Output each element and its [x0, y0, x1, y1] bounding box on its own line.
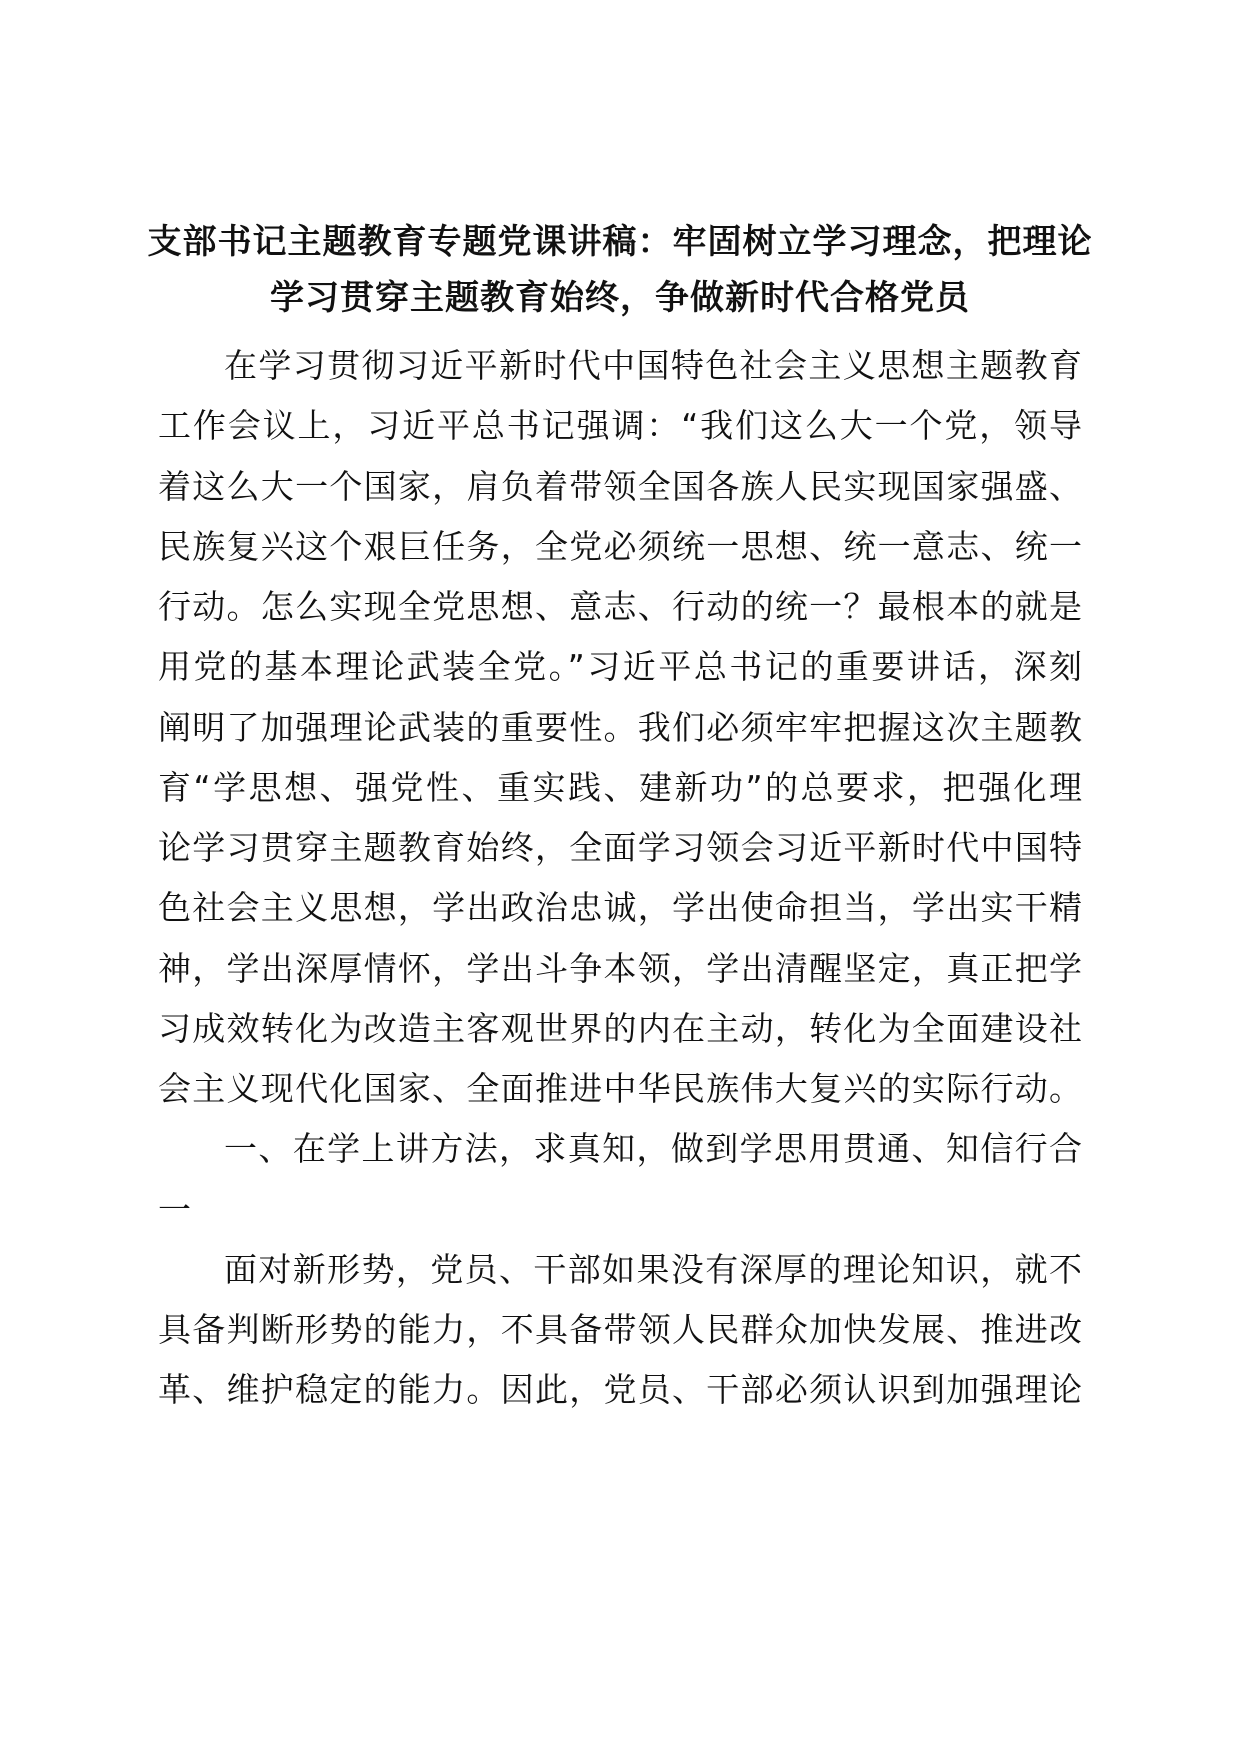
paragraph-1-line-11: 神，学出深厚情怀，学出斗争本领，学出清醒坚定，真正把学 [158, 949, 1082, 988]
section-heading-1-line-2: 一 [158, 1190, 191, 1229]
document-title-line-2: 学习贯穿主题教育始终，争做新时代合格党员 [270, 278, 970, 318]
paragraph-2-line-3: 革、维护稳定的能力。因此，党员、干部必须认识到加强理论 [158, 1370, 1082, 1409]
paragraph-1-line-1: 在学习贯彻习近平新时代中国特色社会主义思想主题教育 [224, 346, 1082, 385]
paragraph-1-line-12: 习成效转化为改造主客观世界的内在主动，转化为全面建设社 [158, 1009, 1082, 1048]
paragraph-1-line-10: 色社会主义思想，学出政治忠诚，学出使命担当，学出实干精 [158, 888, 1082, 927]
paragraph-1-line-5: 行动。怎么实现全党思想、意志、行动的统一？最根本的就是 [158, 587, 1082, 626]
paragraph-1-line-9: 论学习贯穿主题教育始终，全面学习领会习近平新时代中国特 [158, 828, 1082, 867]
paragraph-2-line-2: 具备判断形势的能力，不具备带领人民群众加快发展、推进改 [158, 1310, 1082, 1349]
paragraph-1-line-8: 育“学思想、强党性、重实践、建新功”的总要求，把强化理 [158, 768, 1082, 807]
paragraph-1-line-13: 会主义现代化国家、全面推进中华民族伟大复兴的实际行动。 [158, 1069, 1082, 1108]
paragraph-1-line-6: 用党的基本理论武装全党。”习近平总书记的重要讲话，深刻 [158, 647, 1082, 686]
paragraph-1-line-2: 工作会议上，习近平总书记强调：“我们这么大一个党，领导 [158, 406, 1082, 445]
paragraph-1-line-7: 阐明了加强理论武装的重要性。我们必须牢牢把握这次主题教 [158, 708, 1082, 747]
paragraph-1-line-4: 民族复兴这个艰巨任务，全党必须统一思想、统一意志、统一 [158, 527, 1082, 566]
paragraph-2-line-1: 面对新形势，党员、干部如果没有深厚的理论知识，就不 [224, 1250, 1082, 1289]
document-title-line-1: 支部书记主题教育专题党课讲稿：牢固树立学习理念，把理论 [147, 222, 1093, 262]
paragraph-1-line-3: 着这么大一个国家，肩负着带领全国各族人民实现国家强盛、 [158, 467, 1082, 506]
section-heading-1-line-1: 一、在学上讲方法，求真知，做到学思用贯通、知信行合 [224, 1129, 1082, 1168]
